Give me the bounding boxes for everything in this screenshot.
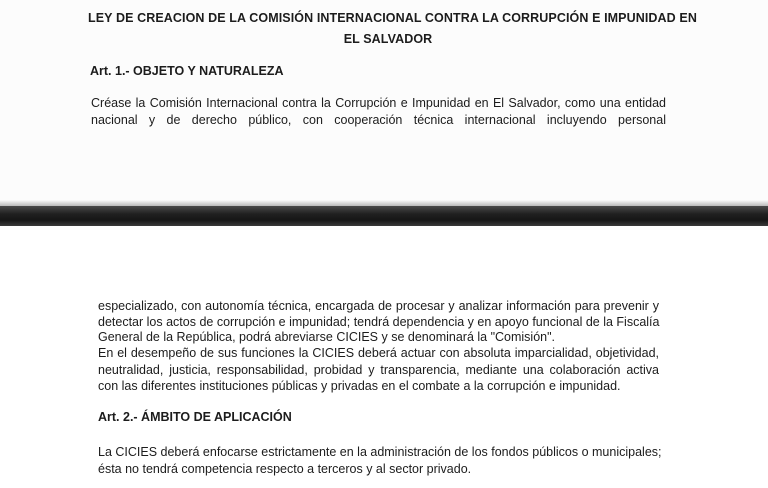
article-1-text-line: con las diferentes instituciones públicas y privadas en el combate a la corrupción e impunidad.	[98, 379, 621, 393]
article-1-text-line: neutralidad, justicia, responsabilidad, probidad y transparencia, mediante una colaboración activa	[98, 363, 659, 377]
document-title-line-2: EL SALVADOR	[343, 32, 433, 46]
article-1-text-line: nacional y de derecho público, con cooperación técnica internacional incluyendo personal	[91, 113, 666, 127]
article-2-text-line: La CICIES deberá enfocarse estrictamente en la administración de los fondos públicos o municipales;	[98, 445, 662, 459]
scanned-page-top	[0, 0, 768, 206]
article-1-text-line: Créase la Comisión Internacional contra la Corrupción e Impunidad en El Salvador, como una entidad	[91, 96, 666, 110]
article-1-text-line: General de la República, podrá abreviarse CICIES y se denominará la "Comisión".	[98, 330, 556, 344]
scanned-page-bottom	[0, 226, 768, 488]
article-1-text-line: especializado, con autonomía técnica, encargada de procesar y analizar información para prevenir y	[98, 299, 659, 313]
article-2-heading: Art. 2.- ÁMBITO DE APLICACIÓN	[98, 410, 292, 424]
article-1-text-line: detectar los actos de corrupción e impunidad; tendrá dependencia y en apoyo funcional de la Fiscalía	[98, 315, 660, 329]
article-1-text-line: En el desempeño de sus funciones la CICIES deberá actuar con absoluta imparcialidad, objetividad,	[98, 346, 659, 360]
article-1-heading: Art. 1.- OBJETO Y NATURALEZA	[90, 64, 284, 78]
article-2-text-line: ésta no tendrá competencia respecto a terceros y al sector privado.	[98, 462, 472, 476]
document-title-line-1: LEY DE CREACION DE LA COMISIÓN INTERNACIONAL CONTRA LA CORRUPCIÓN E IMPUNIDAD EN	[88, 11, 697, 25]
scan-page-gap	[0, 206, 768, 226]
